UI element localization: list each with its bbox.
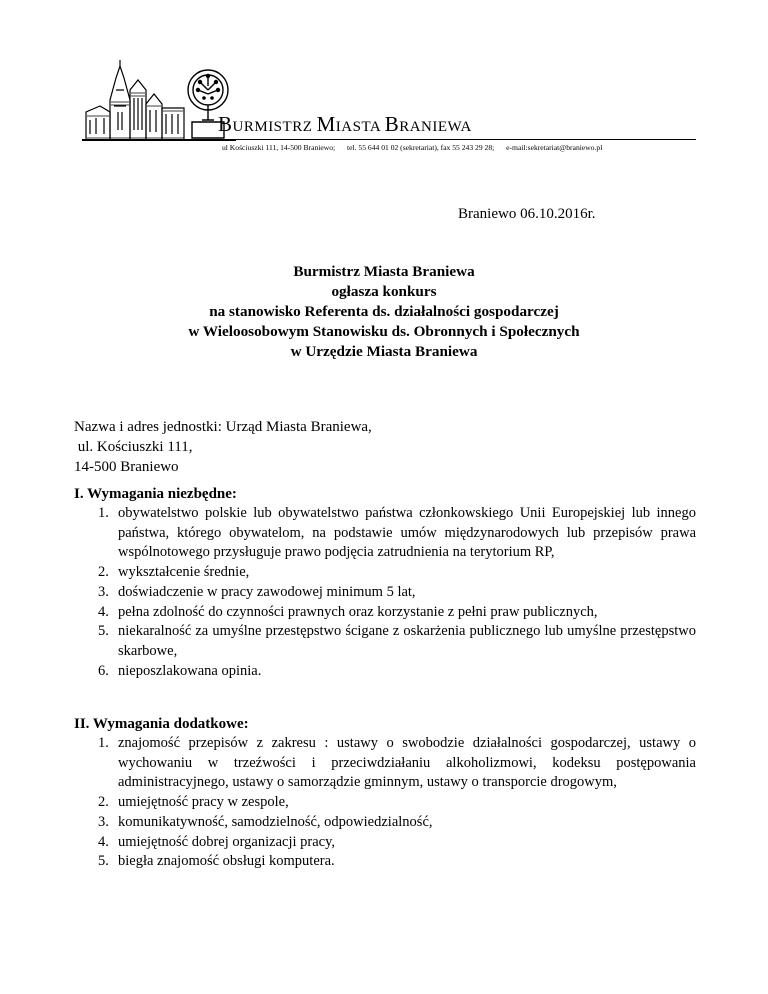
document-date: Braniewo 06.10.2016r. <box>458 206 596 222</box>
list-item: 5. biegła znajomość obsługi komputera. <box>98 853 335 870</box>
list-item: 1. obywatelstwo polskie lub obywatelstwo państwa członkowskiego Unii Europejskiej lub innego państwa, którego obywatelom, na podstawie umów międzynarodowych lub przepisów prawa wspólnotowego przysługuje prawo podjęcia zatrudnienia na terytorium RP, <box>98 505 696 561</box>
list-item: 2. wykształcenie średnie, <box>98 564 250 581</box>
address-line: 14-500 Braniewo <box>74 459 179 475</box>
contact-email: e-mail:sekretariat@braniewo.pl <box>506 143 603 152</box>
letterhead-divider <box>218 139 696 140</box>
town-skyline-logo <box>80 60 238 142</box>
list-item: 2. umiejętność pracy w zespole, <box>98 794 289 811</box>
requirements-list <box>74 734 696 872</box>
brand-word: RANIEWA <box>399 119 472 135</box>
brand-initial: B <box>384 112 400 136</box>
requirements-additional <box>74 714 696 872</box>
letterhead-contact <box>222 143 612 152</box>
letterhead-brand <box>218 112 472 137</box>
heading-line: na stanowisko Referenta ds. działalności gospodarczej <box>209 303 559 320</box>
contact-phone: tel. 55 644 01 02 (sekretariat), fax 55 243 29 28; <box>347 143 495 152</box>
brand-initial: B <box>218 112 233 136</box>
section-title: II. Wymagania dodatkowe: <box>74 716 249 732</box>
heading-line: w Urzędzie Miasta Braniewa <box>290 343 478 360</box>
brand-word: URMISTRZ <box>232 119 313 135</box>
heading-line: w Wieloosobowym Stanowisku ds. Obronnych i Społecznych <box>188 323 580 340</box>
announcement-heading <box>100 262 668 362</box>
heading-line: ogłasza konkurs <box>331 283 437 300</box>
list-item: 3. komunikatywność, samodzielność, odpowiedzialność, <box>98 813 433 830</box>
section-title: I. Wymagania niezbędne: <box>74 486 237 502</box>
list-item: 1. znajomość przepisów z zakresu : ustawy o swobodzie działalności gospodarczej, ustawy o wychowaniu w trzeźwości i przeciwdziałaniu alkoholizmowi, kodeksu postępowania administracyjnego, ustawy o samorządzie gminnym, ustawy o transporcie drogowym, <box>98 735 696 791</box>
contact-address: ul Kościuszki 111, 14-500 Braniewo; <box>222 143 336 152</box>
heading-line: Burmistrz Miasta Braniewa <box>293 263 475 280</box>
address-line: ul. Kościuszki 111, <box>74 439 193 455</box>
list-item: 3. doświadczenie w pracy zawodowej minimum 5 lat, <box>98 583 416 600</box>
list-item: 5. niekaralność za umyślne przestępstwo ścigane z oskarżenia publicznego lub umyślne przestępstwo skarbowe, <box>98 623 696 659</box>
unit-address <box>74 417 372 477</box>
list-item: 4. umiejętność dobrej organizacji pracy, <box>98 833 336 850</box>
brand-initial: M <box>316 112 336 136</box>
requirements-list <box>74 504 696 681</box>
requirements-mandatory <box>74 484 696 681</box>
list-item: 6. nieposzlakowana opinia. <box>98 662 262 679</box>
list-item: 4. pełna zdolność do czynności prawnych oraz korzystanie z pełni praw publicznych, <box>98 603 598 620</box>
brand-word: IASTA <box>335 119 381 135</box>
address-line: Nazwa i adres jednostki: Urząd Miasta Braniewa, <box>74 419 372 435</box>
